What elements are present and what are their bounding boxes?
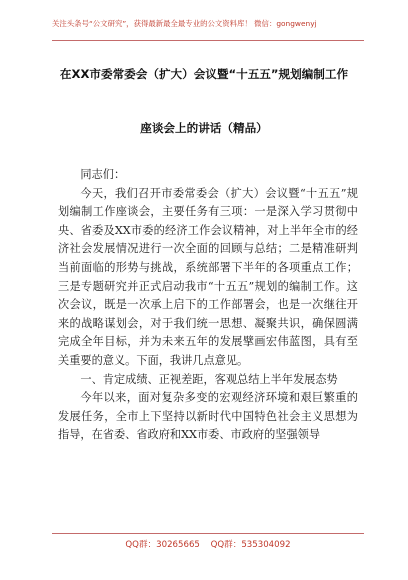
document-title-line-2: 座谈会上的讲话（精品） <box>140 121 268 135</box>
header-divider <box>52 40 364 41</box>
document-body <box>58 166 358 445</box>
footer-divider <box>52 533 364 534</box>
qq-group-2: QQ群：535304092 <box>210 540 291 550</box>
salutation: 同志们： <box>80 168 126 181</box>
section-heading: 一、肯定成绩、正视差距，客观总结上半年发展态势 <box>80 372 338 386</box>
qq-group-1: QQ群：30265665 <box>125 540 200 550</box>
paragraph-intro: 今天，我们召开市委常委会（扩大）会议暨“十五五”规划编制工作座谈会，主要任务有三项：一是深入学习贯彻中央、省委及XX市委的经济工作会议精神，对上半年全市的经济社会发展情况进行一次全面的回顾与总结；二是精准研判当前面临的形势与挑战，系统部署下半年的各项重点工作；三是专题研究并正式启动我市“十五五”规划的编制工作。这次会议，既是一次承上启下的工作部署会，也是一次继往开来的战略谋划会，对于我们统一思想、凝聚共识，确保圆满完成全年目标，并为未来五年的发展擘画宏伟蓝图，具有至关重要的意义。下面，我讲几点意见。 <box>58 186 358 367</box>
promo-header: 关注头条号“公文研究”，获得最新最全最专业的公文资料库！ 微信：gongwenyj <box>52 19 317 28</box>
document-title-line-1: 在XX市委常委会（扩大）会议暨“十五五”规划编制工作 <box>59 67 349 81</box>
paragraph-section-1: 今年以来，面对复杂多变的宏观经济环境和艰巨繁重的发展任务，全市上下坚持以新时代中国特色社会主义思想为指导，在省委、省政府和XX市委、市政府的坚强领导 <box>58 391 358 442</box>
footer-contacts <box>52 538 364 550</box>
